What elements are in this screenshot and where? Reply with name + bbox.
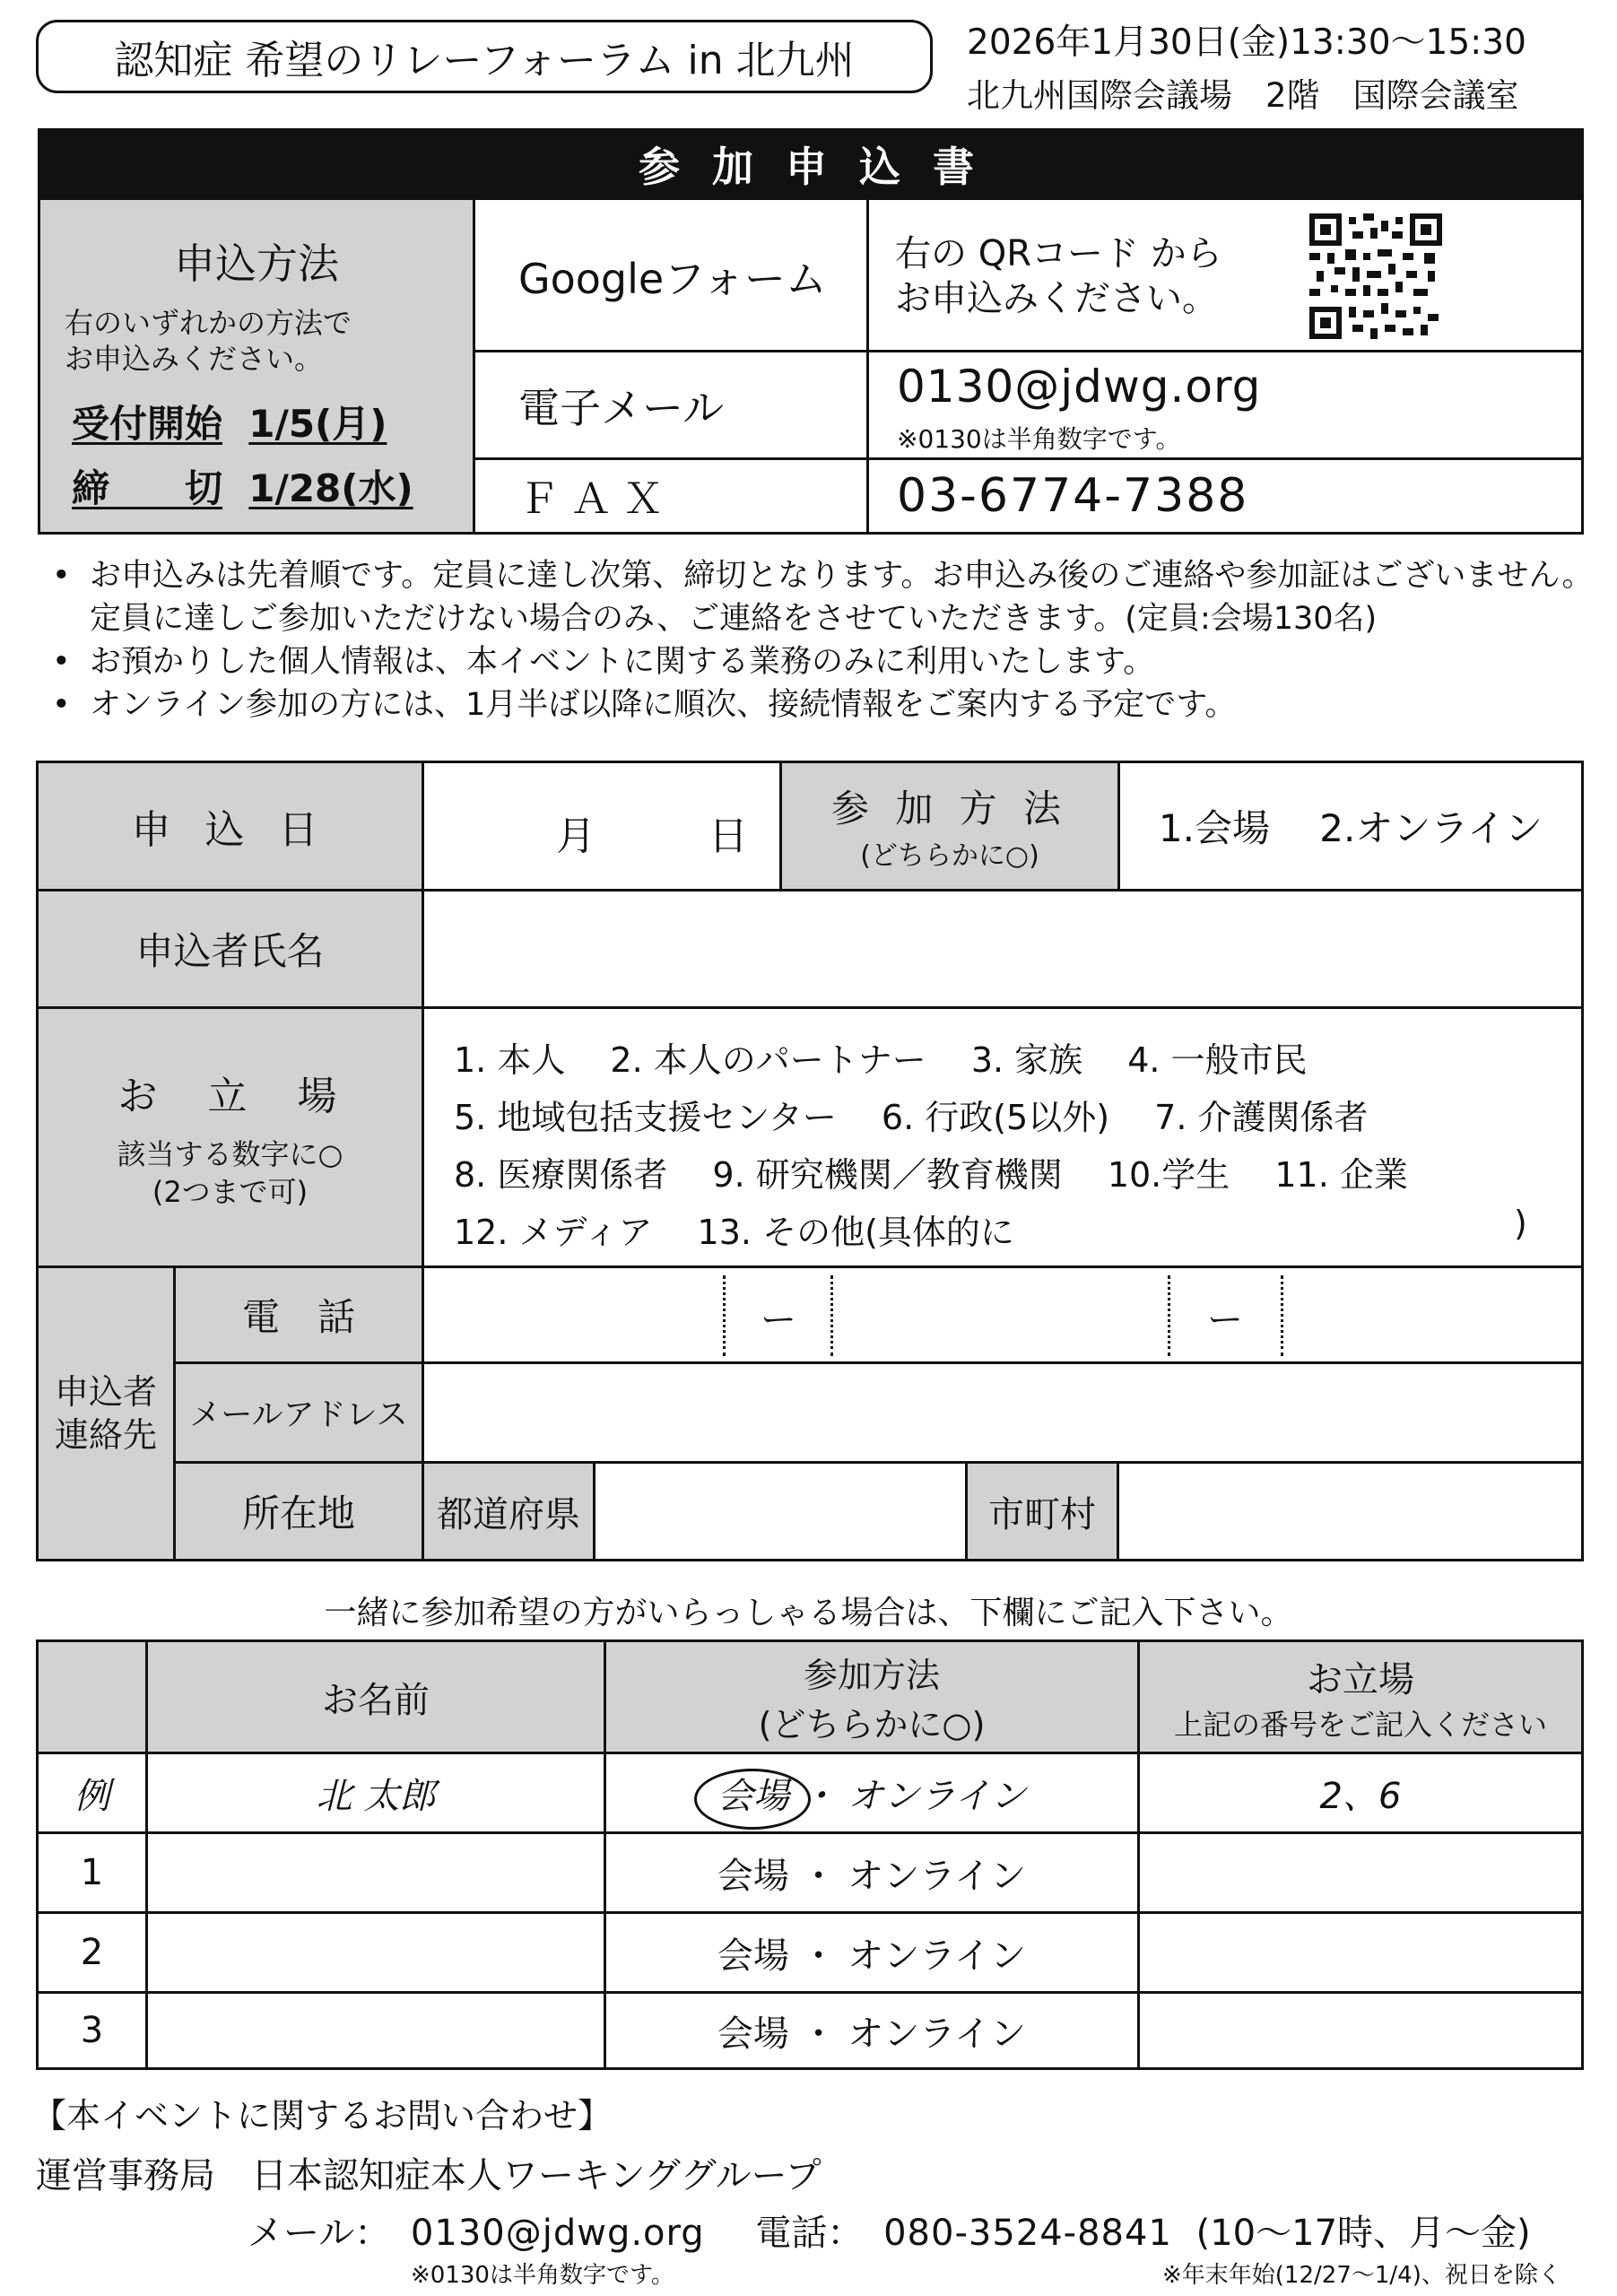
table-line — [1137, 1639, 1140, 2070]
table-line — [36, 1991, 1584, 1994]
email-field[interactable] — [424, 1364, 1581, 1461]
date-label-cell — [39, 763, 422, 889]
city-field[interactable] — [1119, 1464, 1581, 1559]
note-item: • お申込みは先着順です。定員に達し次第、締切となります。お申込み後のご連絡や参加証はございません。 — [47, 554, 1594, 597]
method-label: 参 加 方 法 — [830, 787, 1069, 831]
phone-label: 電 話 — [241, 1295, 355, 1339]
applicant-name-field[interactable] — [424, 891, 1581, 1006]
qr-code-icon[interactable] — [1309, 213, 1442, 339]
position-line: 5. 地域包括支援センター 6. 行政(5以外) 7. 介護関係者 — [454, 1098, 1369, 1137]
companions-intro: 一緒に参加希望の方がいらっしゃる場合は、下欄にご記入下さい。 — [324, 1595, 1293, 1631]
companion-row-number: 1 — [80, 1852, 104, 1893]
contact-phone[interactable]: 080-3524-8841 — [883, 2213, 1172, 2254]
event-date: 2026年1月30日(金)13:30～15:30 — [967, 22, 1526, 63]
table-line — [604, 1639, 606, 2070]
method-email: 電子メール — [518, 383, 725, 432]
table-line — [36, 1911, 1584, 1914]
companion-method[interactable]: 会場 ・ オンライン — [717, 2013, 1027, 2055]
open-date — [72, 395, 387, 448]
contact-phone-label: 電話： — [755, 2213, 864, 2254]
close-label: 締 切 — [72, 466, 223, 510]
companion-position-field[interactable] — [1140, 1834, 1581, 1911]
table-line — [145, 1639, 148, 2070]
form-line — [779, 761, 782, 891]
table-line — [36, 1752, 1584, 1754]
form-line — [173, 1265, 176, 1561]
position-line: 12. メディア 13. その他(具体的に — [454, 1213, 1014, 1252]
date-label: 申 込 日 — [131, 807, 329, 853]
companion-method[interactable]: 会場 ・ オンライン — [717, 1935, 1027, 1977]
methods-heading: 申込方法 — [174, 239, 339, 288]
contact-email-label: メール： — [248, 2213, 391, 2254]
name-label: 申込者氏名 — [135, 929, 325, 973]
contact-email[interactable]: 0130@jdwg.org — [410, 2213, 705, 2254]
contact-label-cell — [39, 1268, 173, 1559]
close-spacer — [222, 466, 248, 510]
prefecture-field[interactable] — [596, 1464, 965, 1559]
companion-name-field[interactable] — [148, 1994, 604, 2067]
position-label: お 立 場 — [117, 1074, 343, 1119]
note-item: • お預かりした個人情報は、本イベントに関する業務のみに利用いたします。 — [47, 640, 1594, 683]
date-day-label: 日 — [709, 813, 748, 859]
contact-hours: (10～17時、月～金) — [1195, 2213, 1531, 2254]
city-label-cell — [968, 1464, 1117, 1559]
contact-heading: 【本イベントに関するお問い合わせ】 — [32, 2096, 613, 2135]
event-venue: 北九州国際会議場 2階 国際会議室 — [967, 76, 1519, 115]
method-email-address[interactable]: 0130@jdwg.org — [897, 361, 1262, 413]
note-item-text: 定員に達しご参加いただけない場合のみ、ご連絡をさせていただきます。(定員:会場130名) — [90, 601, 1378, 637]
email-label: メールアドレス — [189, 1397, 408, 1433]
phone-label-cell — [176, 1268, 422, 1361]
prefecture-label-cell — [424, 1464, 593, 1559]
contact-line — [248, 2205, 1531, 2256]
phone-field[interactable] — [424, 1271, 1581, 1361]
method-fax-number: 03-6774-7388 — [897, 469, 1249, 523]
example-position: 2、6 — [1319, 1775, 1402, 1817]
notes-list — [47, 554, 1594, 726]
form-title: 参 加 申 込 書 — [38, 128, 1584, 200]
note-item-continued — [47, 597, 1594, 640]
example-label: 例 — [74, 1775, 110, 1817]
date-month-label: 月 — [556, 813, 596, 859]
table-line — [36, 1831, 1584, 1834]
form-line — [1117, 1461, 1119, 1561]
example-circle — [694, 1769, 811, 1830]
companion-name-field[interactable] — [148, 1834, 604, 1911]
method-fax: ＦＡＸ — [518, 474, 674, 523]
contact-org: 運営事務局 日本認知症本人ワーキンググループ — [36, 2155, 822, 2196]
open-spacer — [222, 402, 248, 446]
col-position-sub: 上記の番号をご記入ください — [1173, 1707, 1547, 1742]
close-date — [72, 459, 413, 513]
companion-position-field[interactable] — [1140, 1994, 1581, 2067]
methods-divider-2 — [866, 200, 869, 535]
col-position-label: お立場 — [1307, 1658, 1414, 1700]
address-label-cell — [176, 1464, 422, 1559]
note-item: • オンライン参加の方には、1月半ば以降に順次、接続情報をご案内する予定です。 — [47, 683, 1594, 726]
companion-row-number: 3 — [80, 2010, 104, 2051]
email-label-cell — [176, 1364, 422, 1461]
form-line — [36, 889, 1584, 891]
methods-instruction: 右のいずれかの方法で お申込みください。 — [65, 306, 352, 376]
position-close-paren: ) — [1514, 1204, 1527, 1243]
position-sub: 該当する数字に○ (2つまで可) — [117, 1137, 343, 1209]
form-line — [422, 761, 424, 1561]
position-line: 1. 本人 2. 本人のパートナー 3. 家族 4. 一般市民 — [454, 1040, 1308, 1080]
companion-row-number: 2 — [80, 1932, 104, 1973]
event-title: 認知症 希望のリレーフォーラム in 北九州 — [36, 20, 933, 93]
companion-method[interactable]: 会場 ・ オンライン — [717, 1855, 1027, 1897]
position-options[interactable] — [454, 1031, 1408, 1261]
phone-dash-1: ー — [761, 1300, 796, 1341]
form-line — [1117, 761, 1120, 891]
contact-hours-note: ※年末年始(12/27～1/4)、祝日を除く — [1162, 2262, 1561, 2289]
name-label-cell — [39, 891, 422, 1006]
method-google: Googleフォーム — [518, 255, 827, 303]
form-line — [36, 1265, 1584, 1268]
col-method-label: 参加方法 — [803, 1656, 940, 1695]
method-google-detail: 右の QRコード から お申込みください。 — [895, 233, 1222, 319]
city-label: 市町村 — [988, 1493, 1096, 1535]
example-method: 会場 ・ オンライン — [717, 1775, 1027, 1817]
open-value: 1/5(月) — [248, 402, 387, 446]
contact-label: 申込者 連絡先 — [54, 1372, 157, 1455]
form-line — [173, 1461, 1584, 1464]
method-label-cell — [782, 763, 1117, 889]
companion-name-field[interactable] — [148, 1914, 604, 1991]
form-line — [36, 1006, 1584, 1009]
address-label: 所在地 — [241, 1492, 355, 1535]
col-position-header — [1140, 1642, 1581, 1752]
position-line: 8. 医療関係者 9. 研究機関／教育機関 10.学生 11. 企業 — [454, 1155, 1408, 1195]
position-label-cell — [39, 1009, 422, 1265]
form-line — [173, 1361, 1584, 1364]
col-method-header — [606, 1642, 1137, 1752]
example-name: 北 太郎 — [316, 1775, 436, 1817]
open-label: 受付開始 — [72, 402, 223, 446]
prefecture-label: 都道府県 — [437, 1493, 580, 1535]
form-line — [965, 1461, 968, 1561]
companion-position-field[interactable] — [1140, 1914, 1581, 1991]
contact-email-note: ※0130は半角数字です。 — [411, 2262, 674, 2289]
form-line — [593, 1461, 596, 1561]
method-options[interactable]: 1.会場 2.オンライン — [1158, 806, 1543, 850]
phone-dash-2: ー — [1207, 1300, 1243, 1341]
method-sub: (どちらかに○) — [860, 840, 1039, 872]
col-name-header: お名前 — [322, 1679, 430, 1721]
close-value: 1/28(水) — [248, 466, 413, 510]
method-email-note: ※0130は半角数字です。 — [897, 424, 1181, 454]
methods-divider-1 — [473, 200, 475, 535]
col-method-sub: (どちらかに○) — [758, 1705, 986, 1744]
